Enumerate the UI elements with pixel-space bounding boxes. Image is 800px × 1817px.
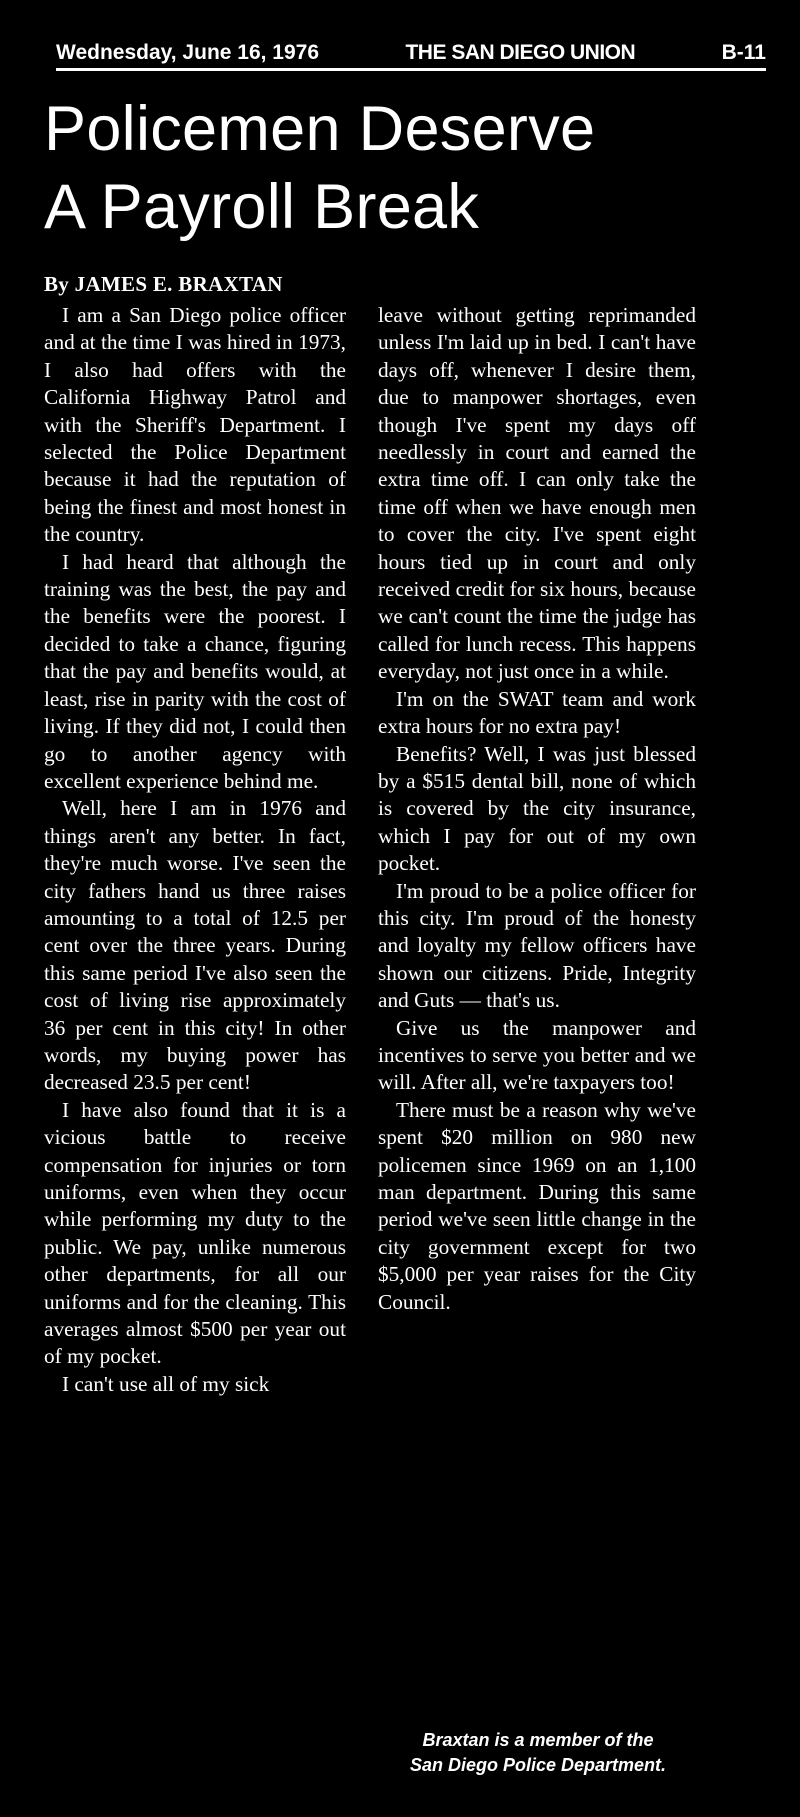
paragraph: I'm proud to be a police officer for this city. I'm proud of the honesty and loyalty my fellow officers have shown our citizens. Pride, Integrity and Guts — that's us. (378, 878, 696, 1013)
author-note (378, 1728, 698, 1778)
newspaper-name: THE SAN DIEGO UNION (405, 41, 636, 64)
paragraph: Well, here I am in 1976 and things aren't any better. In fact, they're much worse. I've seen the city fathers hand us three raises amounting to a total of 12.5 per cent over the three years. During this same period I've also seen the cost of living rise approximately 36 per cent in this city! In other words, my buying power has decreased 23.5 per cent! (44, 796, 346, 1095)
headline-line-2: A Payroll Break (44, 172, 480, 242)
byline: By JAMES E. BRAXTAN (44, 272, 283, 296)
paragraph: I am a San Diego police officer and at the time I was hired in 1973, I also had offers with the California Highway Patrol and with the Sheriff's Department. I selected the Police Department because it had the reputation of being the finest and most honest in the country. (44, 303, 346, 547)
author-note-line-2: San Diego Police Department. (409, 1755, 667, 1775)
article-right-column (378, 302, 696, 1316)
page-number: B-11 (721, 41, 766, 64)
publication-date: Wednesday, June 16, 1976 (56, 41, 320, 64)
headline-line-1: Policemen Deserve (44, 94, 596, 164)
masthead (56, 38, 766, 71)
paragraph: There must be a reason why we've spent $20 million on 980 new policemen since 1969 on an 1,100 man department. During this same period we've seen little change in the city government except for two $5,000 per year raises for the City Council. (378, 1097, 696, 1314)
paragraph: I can't use all of my sick (62, 1371, 270, 1396)
paragraph: Give us the manpower and incentives to serve you better and we will. After all, we're taxpayers too! (378, 1015, 696, 1095)
author-note-line-1: Braxtan is a member of the (422, 1730, 654, 1750)
paragraph: leave without getting reprimanded unless I'm laid up in bed. I can't have days off, whenever I desire them, due to manpower shortages, even though I've spent my days off needlessly in court and earned the extra time off. I can only take the time off when we have enough men to cover the city. I've spent eight hours tied up in court and only received credit for six hours, because we can't count the time the judge has called for lunch recess. This happens everyday, not just once in a while. (378, 303, 696, 684)
paragraph: Benefits? Well, I was just blessed by a $515 dental bill, none of which is covered by the city insurance, which I pay for out of my own pocket. (378, 741, 696, 876)
paragraph: I'm on the SWAT team and work extra hours for no extra pay! (378, 686, 696, 739)
headline (44, 90, 764, 246)
paragraph: I have also found that it is a vicious battle to receive compensation for injuries or torn uniforms, even when they occur while performing my duty to the public. We pay, unlike numerous other departments, for all our uniforms and for the cleaning. This averages almost $500 per year out of my pocket. (44, 1097, 346, 1369)
paragraph: I had heard that although the training was the best, the pay and the benefits were the poorest. I decided to take a chance, figuring that the pay and benefits would, at least, rise in parity with the cost of living. If they did not, I could then go to another agency with excellent experience behind me. (44, 549, 346, 793)
article-left-column (44, 302, 346, 1398)
